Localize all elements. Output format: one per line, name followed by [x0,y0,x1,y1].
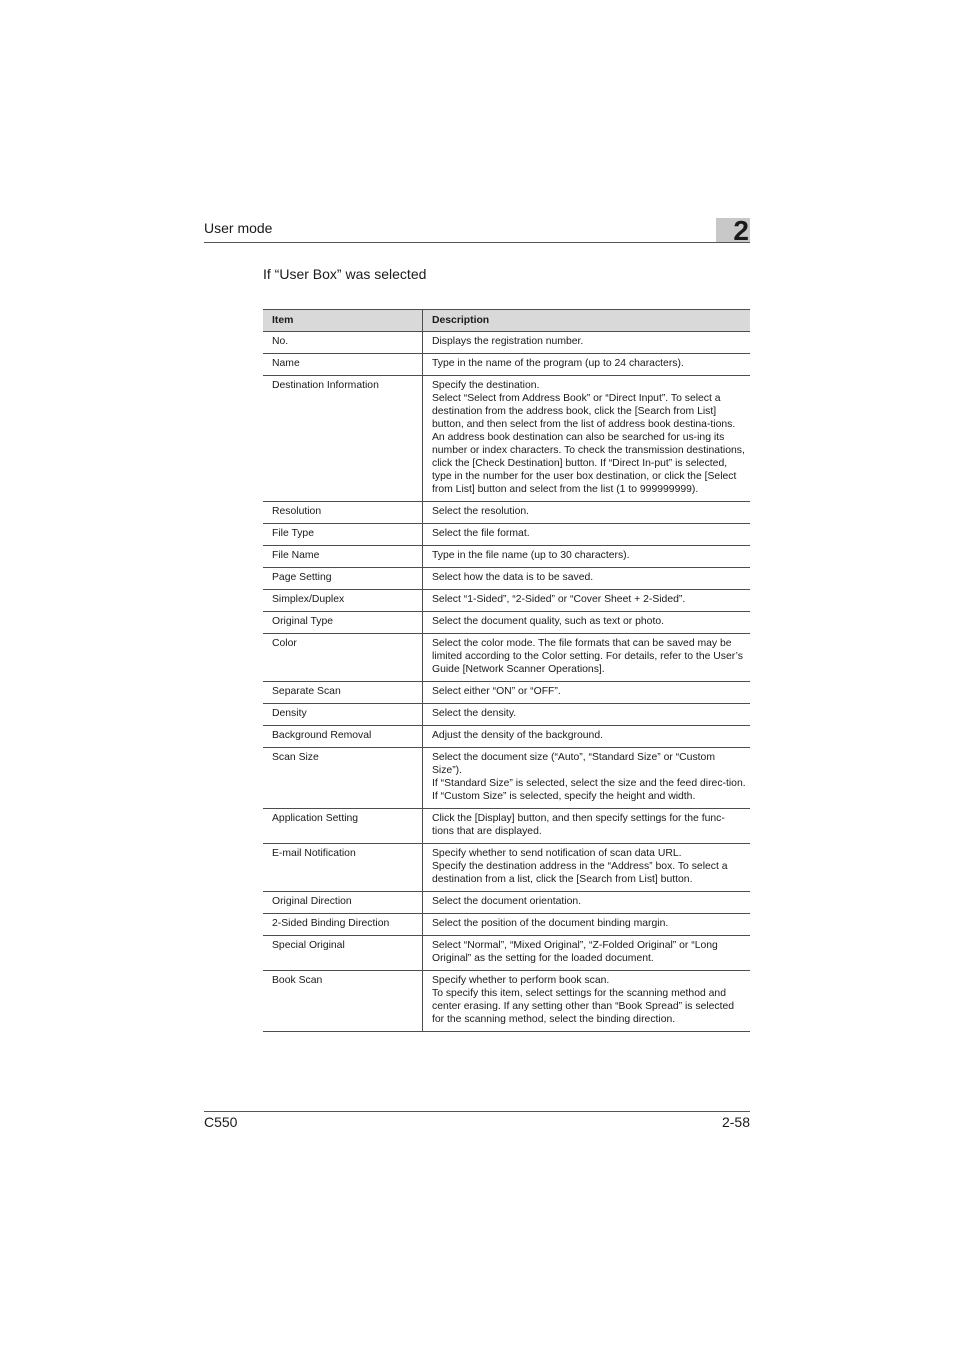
table-row [263,892,750,914]
row-description: Adjust the density of the background. [423,726,751,748]
table-row [263,546,750,568]
row-description: Select “Normal”, “Mixed Original”, “Z-Folded Original” or “Long Original” as the setting for the loaded document. [423,936,751,971]
table-row [263,354,750,376]
footer-rule [204,1111,750,1112]
table-row [263,612,750,634]
row-item: Original Type [263,612,423,634]
row-item: Special Original [263,936,423,971]
row-description: Specify whether to send notification of scan data URL. Specify the destination address in the “Address” box. To select a destination from a list, click the [Search from List] button. [423,844,751,892]
table-row [263,590,750,612]
row-item: Original Direction [263,892,423,914]
row-description: Select the color mode. The file formats that can be saved may be limited according to the Color setting. For details, refer to the User’s Guide [Network Scanner Operations]. [423,634,751,682]
footer-model: C550 [204,1114,238,1130]
row-description: Select the file format. [423,524,751,546]
column-header-description: Description [423,310,751,332]
header-rule [204,242,750,243]
row-description: Select the resolution. [423,502,751,524]
row-description: Specify the destination. Select “Select from Address Book” or “Direct Input”. To select a destination from the address book, click the [Search from List] button, and then select from the list of address book destina-tions. An address book destination can also be searched for us-ing its number or index characters. To check the transmission destinations, click the [Check Destination] button. If “Direct In-put” is selected, type in the number for the user box destination, or click the [Select from List] button and select from the list (1 to 999999999). [423,376,751,502]
table-body [263,332,750,1032]
row-item: Application Setting [263,809,423,844]
row-description: Specify whether to perform book scan. To specify this item, select settings for the scanning method and center erasing. If any setting other than “Book Spread” is selected for the scanning method, select the binding direction. [423,971,751,1032]
row-item: Simplex/Duplex [263,590,423,612]
table-row [263,704,750,726]
row-item: No. [263,332,423,354]
chapter-badge [716,215,750,246]
row-item: File Name [263,546,423,568]
row-description: Select the density. [423,704,751,726]
table-row [263,502,750,524]
table-row [263,748,750,809]
row-item: Resolution [263,502,423,524]
row-item: Color [263,634,423,682]
table-row [263,568,750,590]
row-description: Select “1-Sided”, “2-Sided” or “Cover Sheet + 2-Sided”. [423,590,751,612]
row-description: Type in the file name (up to 30 characters). [423,546,751,568]
table-row [263,332,750,354]
row-item: E-mail Notification [263,844,423,892]
row-description: Select how the data is to be saved. [423,568,751,590]
row-item: Page Setting [263,568,423,590]
row-description: Select either “ON” or “OFF”. [423,682,751,704]
table-row [263,634,750,682]
table-row [263,726,750,748]
row-item: Book Scan [263,971,423,1032]
table-row [263,376,750,502]
row-item: File Type [263,524,423,546]
settings-table [263,309,750,1032]
table-row [263,524,750,546]
row-description: Select the document size (“Auto”, “Standard Size” or “Custom Size”). If “Standard Size” is selected, select the size and the feed direc-tion. If “Custom Size” is selected, specify the height and width. [423,748,751,809]
row-item: Destination Information [263,376,423,502]
row-description: Displays the registration number. [423,332,751,354]
table-row [263,844,750,892]
footer-page-number: 2-58 [721,1114,750,1130]
table-row [263,682,750,704]
row-item: Separate Scan [263,682,423,704]
row-item: Name [263,354,423,376]
table-header-row [263,310,750,332]
row-description: Type in the name of the program (up to 24 characters). [423,354,751,376]
column-header-item: Item [263,310,423,332]
row-item: 2-Sided Binding Direction [263,914,423,936]
table-row [263,914,750,936]
chapter-number: 2 [733,215,749,246]
row-item: Background Removal [263,726,423,748]
table-row [263,936,750,971]
row-item: Density [263,704,423,726]
row-description: Select the document orientation. [423,892,751,914]
row-description: Click the [Display] button, and then specify settings for the func-tions that are displayed. [423,809,751,844]
table-row [263,809,750,844]
row-item: Scan Size [263,748,423,809]
section-heading: If “User Box” was selected [263,266,427,282]
row-description: Select the document quality, such as text or photo. [423,612,751,634]
row-description: Select the position of the document binding margin. [423,914,751,936]
running-header-title: User mode [204,220,273,236]
table-row [263,971,750,1032]
